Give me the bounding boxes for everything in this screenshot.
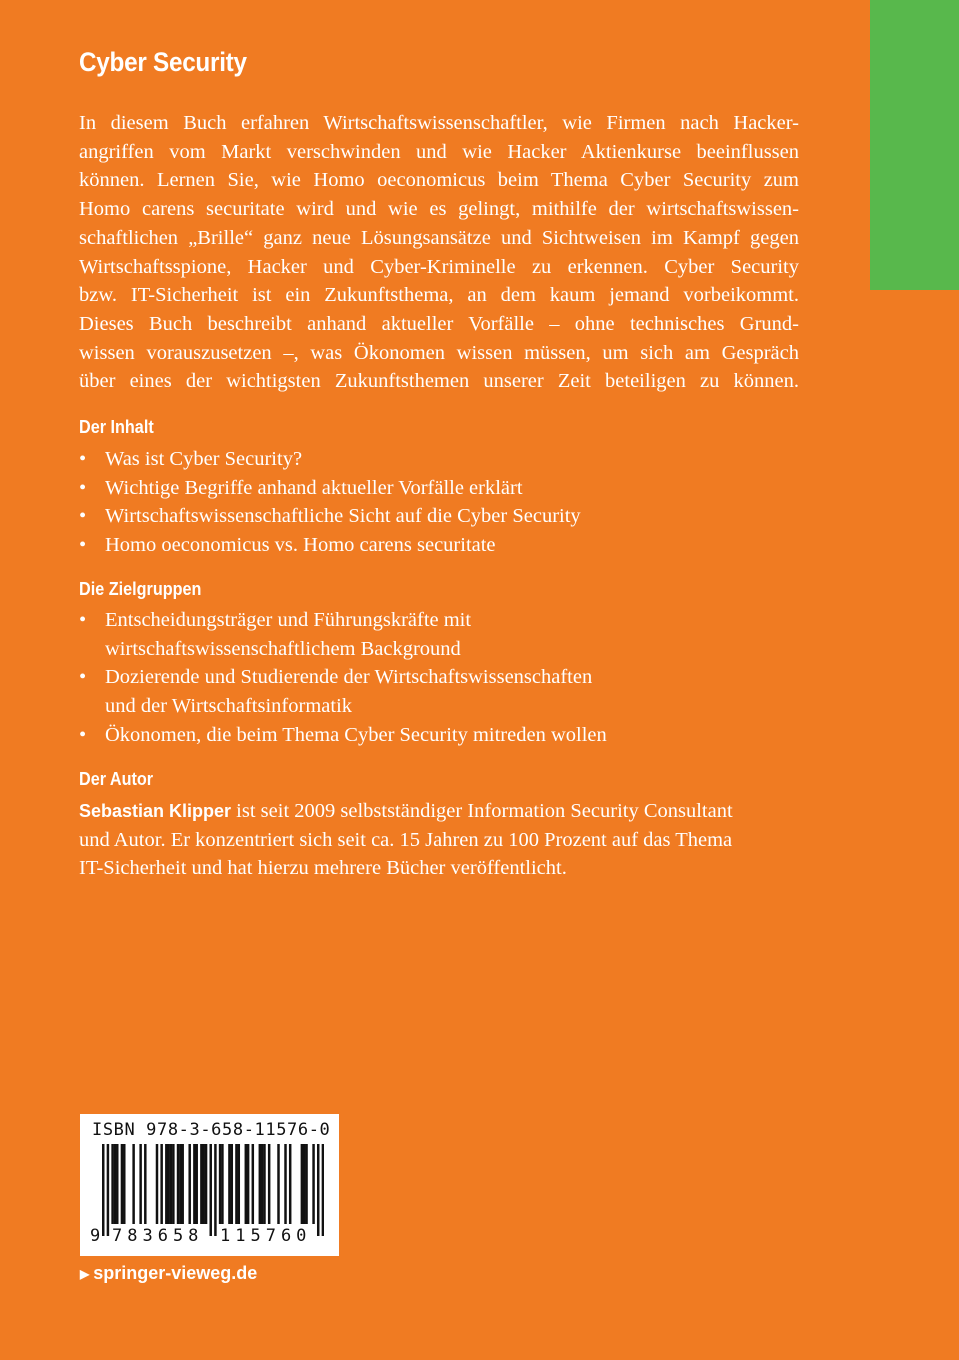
barcode-bar [188,1144,190,1224]
barcode-bar [193,1144,195,1224]
description-line: Dieses Buch beschreibt anhand aktueller Vorfälle – ohne technisches Grund- [79,312,799,335]
list-item: • Wirtschaftswissenschaftliche Sicht auf die Cyber Security [79,505,581,528]
barcode-bar [177,1144,179,1224]
zielgruppen-heading: Die Zielgruppen [79,579,202,599]
list-item: • Wichtige Begriffe anhand aktueller Vorfälle erklärt [79,476,523,499]
barcode-bar [301,1144,303,1224]
barcode-bar [202,1144,204,1224]
barcode-bar [259,1144,261,1224]
zielgruppen-list [79,606,607,750]
barcode-bar [228,1144,230,1224]
autor-heading: Der Autor [79,769,154,789]
book-title: Cyber Security [79,47,247,77]
barcode-bar [200,1144,202,1224]
barcode-bar [172,1144,174,1224]
list-item: • Homo oeconomicus vs. Homo carens securitate [79,534,496,557]
barcode-bar [247,1144,249,1224]
barcode-bar [305,1144,307,1224]
inhalt-list [79,445,581,560]
barcode-bar [289,1144,291,1224]
barcode-bar [261,1144,263,1224]
description-line: Homo carens securitate wird und wie es gelingt, mithilfe der wirtschaftswissen- [79,198,799,221]
barcode-bar [102,1144,104,1236]
description-line: können. Lernen Sie, wie Homo oeconomicus beim Thema Cyber Security zum [79,169,799,192]
barcode-bar [165,1144,167,1224]
barcode-bar [170,1144,172,1224]
barcode-bar [205,1144,207,1224]
barcode-bar [263,1144,265,1224]
list-item: • Dozierende und Studierende der Wirtschaftswissenschaften und der Wirtschaftsinformatik [79,666,593,718]
description-paragraph [79,109,799,396]
barcode-bar [312,1144,314,1224]
description-line: über eines der wichtigsten Zukunftsthemen unserer Zeit beteiligen zu können. [79,370,799,393]
description-line: Wirtschaftsspione, Hacker und Cyber-Kriminelle zu erkennen. Cyber Security [79,255,799,278]
barcode-bars [102,1144,324,1236]
barcode-bar [209,1144,211,1236]
barcode-bar [160,1144,162,1224]
barcode-bar [111,1144,113,1224]
barcode-bar [132,1144,134,1224]
description-line: schaftlichen „Brille“ ganz neue Lösungsansätze und Sichtweisen im Kampf gegen [79,226,799,249]
description-line: bzw. IT-Sicherheit ist ein Zukunftsthema, an dem kaum jemand vorbeikommt. [79,284,799,307]
author-bio: Sebastian Klipper ist seit 2009 selbstständiger Information Security Consultant und Autor. Er konzentriert sich seit ca. 15 Jahren zu 100 Prozent auf das Thema IT-Sicherheit und hat hierzu mehrere Bücher veröffentlicht. [79,800,733,880]
spine-color-tab [870,0,959,290]
arrow-right-icon: ▶ [80,1266,90,1281]
barcode-bar [116,1144,118,1224]
inhalt-heading: Der Inhalt [79,417,154,437]
barcode-bar [277,1144,279,1224]
barcode-bar [107,1144,109,1236]
list-item: • Entscheidungsträger und Führungskräfte mit wirtschaftswissenschaftlichem Background [79,609,472,660]
barcode-bar [303,1144,305,1224]
isbn-barcode: ISBN 978-3-658-11576-0 9 783658 115760 [80,1114,339,1256]
barcode-bar [144,1144,146,1224]
list-item: • Was ist Cyber Security? [79,448,303,470]
barcode-bar [322,1144,324,1236]
barcode-bar [123,1144,125,1224]
barcode-bar [252,1144,254,1224]
barcode-bar [195,1144,197,1224]
barcode-bar [238,1144,240,1224]
isbn-label: ISBN 978-3-658-11576-0 [92,1120,331,1140]
barcode-bar [235,1144,237,1224]
barcode-bar [221,1144,223,1224]
barcode-bar [214,1144,216,1236]
barcode-bar [181,1144,183,1224]
description-line: wissen vorauszusetzen –, was Ökonomen wissen müssen, um sich am Gespräch [79,341,799,364]
barcode-bar [245,1144,247,1224]
author-name: Sebastian Klipper [79,801,232,821]
barcode-bar [139,1144,141,1224]
description-line: angriffen vom Markt verschwinden und wie Hacker Aktienkurse beeinflussen [79,140,799,163]
barcode-bar [268,1144,270,1224]
publisher-link[interactable]: ▶ springer-vieweg.de [80,1263,258,1283]
barcode-bar [121,1144,123,1224]
barcode-bar [231,1144,233,1224]
barcode-bar [167,1144,169,1224]
barcode-bar [219,1144,221,1224]
barcode-bar [156,1144,158,1224]
list-item: • Ökonomen, die beim Thema Cyber Security mitreden wollen [79,723,607,746]
description-line: In diesem Buch erfahren Wirtschaftswissenschaftler, wie Firmen nach Hacker- [79,112,799,134]
barcode-bar [317,1144,319,1236]
barcode-bar [114,1144,116,1224]
barcode-bar [284,1144,286,1224]
barcode-bar [179,1144,181,1224]
